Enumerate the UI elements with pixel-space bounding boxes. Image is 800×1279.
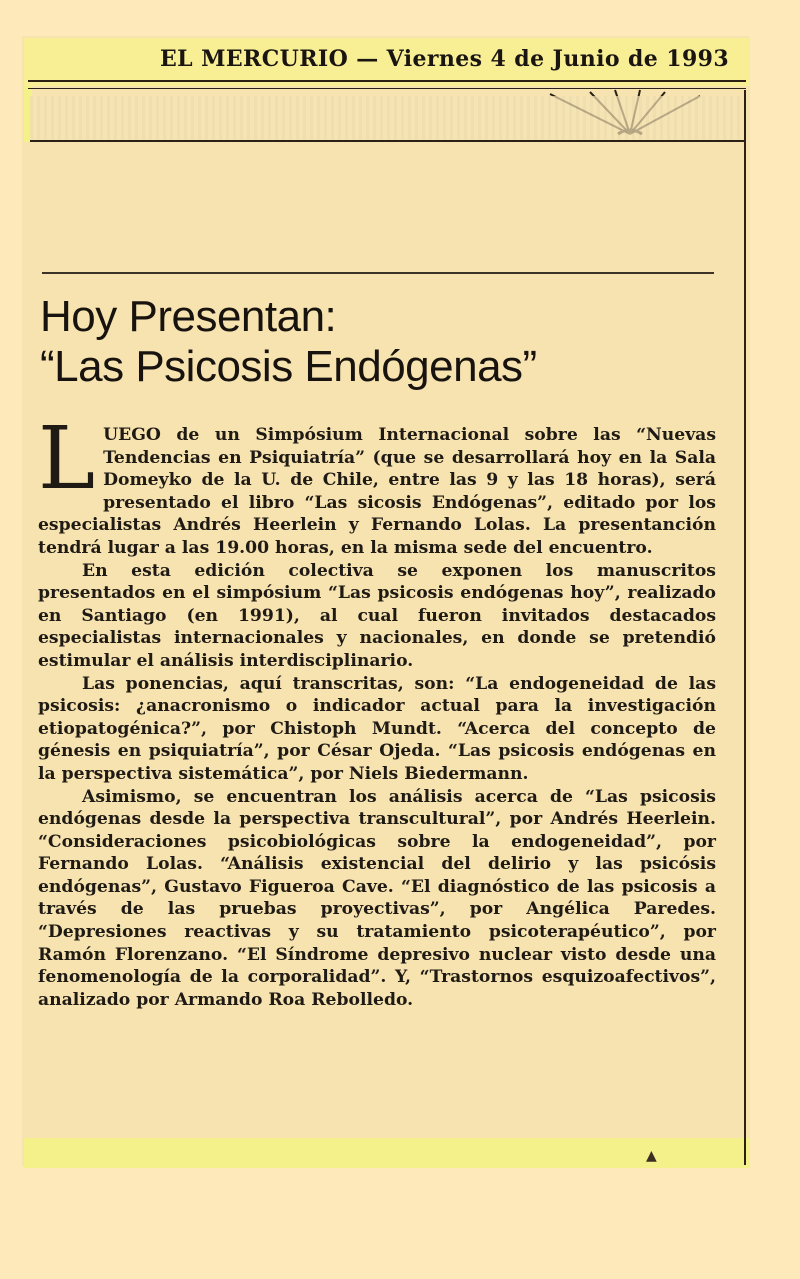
highlighter-mark-bottom (24, 1138, 750, 1168)
column-rule (744, 90, 746, 1165)
end-mark: ▲ (646, 1148, 657, 1164)
headline-line-1: Hoy Presentan: (40, 292, 337, 341)
band-rule (30, 140, 744, 142)
paragraph-3: Las ponencias, aquí transcritas, son: “La endogeneidad de las psicosis: ¿anacronismo o indicador actual para la investigación etiopatogénica?”, por Chistoph Mundt. “Acerca del concepto de génesis en psiquiatría”, por César Ojeda. “Las psicosis endógenas en la perspectiva sistemática”, por Niels Biedermann. (38, 673, 716, 784)
headline-line-2: “Las Psicosis Endógenas” (40, 342, 537, 391)
paragraph-1-text: UEGO de un Simpósium Internacional sobre las “Nuevas Tendencias en Psiquiatría” (que se desarrollará hoy en la Sala Domeyko de la U. de Chile, entre las 9 y las 18 horas), será presentado el libro “Las sicosis Endógenas”, editado por los especialistas Andrés Heerlein y Fernando Lolas. La presentanción tendrá lugar a las 19.00 horas, en la misma sede del encuentro. (38, 425, 716, 558)
article-body (38, 409, 716, 1011)
masthead-rule (28, 80, 746, 82)
section-rule (42, 272, 714, 274)
paragraph-1 (38, 409, 716, 560)
drop-cap: L (38, 409, 96, 509)
paragraph-2: En esta edición colectiva se exponen los manuscritos presentados en el simpósium “Las psicosis endógenas hoy”, realizado en Santiago (en 1991), al cual fueron invitados destacados especialistas internacionales y nacionales, en donde se pretendió estimular el análisis interdisciplinario. (38, 560, 716, 671)
paragraph-4: Asimismo, se encuentran los análisis acerca de “Las psicosis endógenas desde la perspectiva transcultural”, por Andrés Heerlein. “Consideraciones psicobiológicas sobre la endogeneidad”, por Fernando Lolas. “Análisis existencial del delirio y las psicósis endógenas”, Gustavo Figueroa Cave. “El diagnóstico de las psicosis a través de las pruebas proyectivas”, por Angélica Paredes. “Depresiones reactivas y su tratamiento psicoterapéutico”, por Ramón Florenzano. “El Síndrome depresivo nuclear visto desde una fenomenología de la corporalidad”. Y, “Trastornos esquizoafectivos”, analizado por Armando Roa Rebolledo. (38, 786, 716, 1010)
masthead: EL MERCURIO — Viernes 4 de Junio de 1993 (160, 46, 730, 72)
faded-header-band (30, 96, 740, 142)
headline (40, 292, 720, 392)
